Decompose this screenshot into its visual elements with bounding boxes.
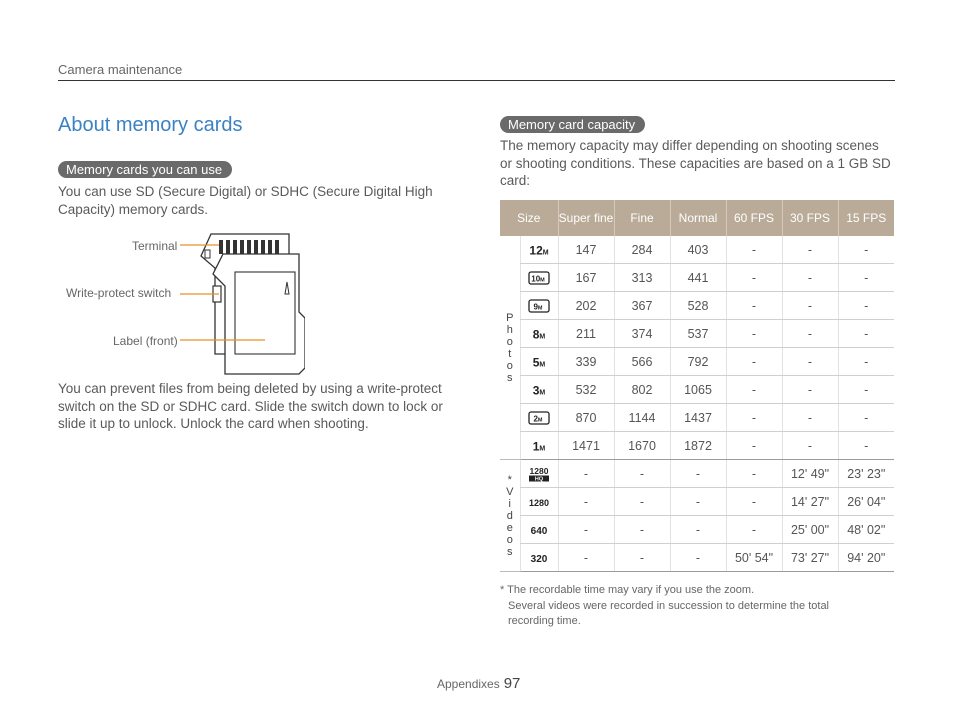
col-header-super-fine: Super fine [558, 200, 614, 236]
table-cell: - [726, 488, 782, 516]
table-cell: 23' 23" [838, 460, 894, 488]
videos-group-label [500, 460, 520, 572]
table-cell: - [614, 544, 670, 572]
table-cell: - [558, 488, 614, 516]
svg-text:HQ: HQ [534, 476, 544, 482]
table-cell: - [838, 292, 894, 320]
size-icon-2m-icon [520, 404, 558, 432]
table-cell: - [782, 292, 838, 320]
table-cell: 566 [614, 348, 670, 376]
table-cell: - [838, 348, 894, 376]
sd-card-diagram [175, 228, 305, 378]
size-icon-320-icon [520, 544, 558, 572]
footer-section: Appendixes [437, 677, 500, 691]
col-header-30fps: 30 FPS [782, 200, 838, 236]
table-cell: 792 [670, 348, 726, 376]
table-cell: - [782, 432, 838, 460]
table-cell: 532 [558, 376, 614, 404]
table-cell: 802 [614, 376, 670, 404]
table-cell: 26' 04" [838, 488, 894, 516]
col-header-normal: Normal [670, 200, 726, 236]
capacity-intro-text: The memory capacity may differ depending on shooting scenes or shooting conditions. These capacities are based on a 1 GB SD card: [500, 138, 891, 188]
table-cell: 1471 [558, 432, 614, 460]
table-row [500, 264, 894, 292]
table-cell: - [782, 404, 838, 432]
terminal-label: Terminal [132, 239, 178, 253]
table-row [500, 516, 894, 544]
capacity-table [500, 200, 894, 572]
svg-text:1280: 1280 [528, 497, 550, 508]
table-cell: - [782, 320, 838, 348]
size-icon-1m-icon [520, 432, 558, 460]
size-icon-12m-icon [520, 236, 558, 264]
table-cell: - [838, 264, 894, 292]
table-cell: - [558, 544, 614, 572]
table-cell: 870 [558, 404, 614, 432]
heading-card-capacity: Memory card capacity [500, 116, 645, 133]
table-cell: - [782, 348, 838, 376]
write-protect-text: You can prevent files from being deleted by using a write-protect switch on the SD or SDHC card. Slide the switch down to lock or slide it up to unlock. Unlock the card when shooting. [58, 381, 443, 431]
size-icon-5m-icon [520, 348, 558, 376]
videos-group-label-text: *Videos [506, 473, 514, 558]
table-cell: 211 [558, 320, 614, 348]
size-icon-9m-icon [520, 292, 558, 320]
table-row [500, 348, 894, 376]
table-cell: - [726, 236, 782, 264]
page-title: About memory cards [58, 114, 243, 136]
svg-text:2M: 2M [533, 414, 543, 423]
table-cell: - [726, 460, 782, 488]
table-cell: 167 [558, 264, 614, 292]
table-cell: - [670, 488, 726, 516]
svg-text:10M: 10M [531, 274, 545, 283]
label-front-label: Label (front) [113, 334, 178, 348]
table-cell: - [614, 516, 670, 544]
table-cell: - [614, 460, 670, 488]
svg-text:1M: 1M [532, 439, 546, 453]
table-cell: 48' 02" [838, 516, 894, 544]
table-cell: 374 [614, 320, 670, 348]
table-cell: - [838, 404, 894, 432]
table-cell: 50' 54" [726, 544, 782, 572]
table-cell: 339 [558, 348, 614, 376]
table-row [500, 320, 894, 348]
table-cell: - [782, 376, 838, 404]
table-row [500, 460, 894, 488]
table-cell: 537 [670, 320, 726, 348]
size-icon-640-icon [520, 516, 558, 544]
table-cell: - [670, 516, 726, 544]
table-cell: 284 [614, 236, 670, 264]
svg-text:320: 320 [530, 553, 548, 565]
table-cell: - [726, 376, 782, 404]
svg-text:12M: 12M [529, 243, 549, 257]
page-number: 97 [503, 675, 521, 692]
size-icon-10m-icon [520, 264, 558, 292]
table-cell: 147 [558, 236, 614, 264]
table-cell: 1670 [614, 432, 670, 460]
table-cell: - [782, 264, 838, 292]
table-cell: 14' 27" [782, 488, 838, 516]
table-cell: 1872 [670, 432, 726, 460]
table-cell: 25' 00" [782, 516, 838, 544]
table-cell: 403 [670, 236, 726, 264]
heading-cards-you-can-use: Memory cards you can use [58, 161, 232, 178]
svg-text:640: 640 [530, 525, 548, 537]
table-row [500, 292, 894, 320]
table-header-row [500, 200, 894, 236]
svg-text:8M: 8M [532, 327, 546, 341]
table-cell: - [614, 488, 670, 516]
table-cell: 441 [670, 264, 726, 292]
col-header-size: Size [500, 200, 558, 236]
svg-text:3M: 3M [532, 383, 546, 397]
table-cell: - [558, 460, 614, 488]
col-header-fine: Fine [614, 200, 670, 236]
table-row [500, 376, 894, 404]
cards-intro-text: You can use SD (Secure Digital) or SDHC (Secure Digital High Capacity) memory cards. [58, 184, 433, 217]
table-row [500, 544, 894, 572]
size-icon-1280-icon [520, 488, 558, 516]
svg-text:1280: 1280 [529, 465, 549, 476]
table-cell: - [838, 236, 894, 264]
svg-text:9M: 9M [533, 302, 543, 311]
table-cell: - [726, 516, 782, 544]
write-protect-label: Write-protect switch [66, 286, 172, 300]
table-cell: 528 [670, 292, 726, 320]
footnote-succession: Several videos were recorded in succession to determine the total recording time. [508, 600, 830, 627]
page-footer [437, 675, 520, 692]
table-cell: - [670, 544, 726, 572]
table-cell: - [726, 292, 782, 320]
table-cell: 202 [558, 292, 614, 320]
table-cell: - [838, 376, 894, 404]
size-icon-8m-icon [520, 320, 558, 348]
table-cell: - [670, 460, 726, 488]
photos-group-label [500, 236, 520, 460]
table-cell: 1144 [614, 404, 670, 432]
table-cell: 367 [614, 292, 670, 320]
table-cell: - [726, 264, 782, 292]
header-divider [58, 80, 895, 81]
table-cell: - [726, 320, 782, 348]
table-cell: - [726, 432, 782, 460]
table-cell: 1065 [670, 376, 726, 404]
col-header-15fps: 15 FPS [838, 200, 894, 236]
size-icon-3m-icon [520, 376, 558, 404]
table-cell: - [726, 348, 782, 376]
size-icon-1280hq-icon [520, 460, 558, 488]
svg-text:5M: 5M [532, 355, 546, 369]
table-row [500, 236, 894, 264]
col-header-60fps: 60 FPS [726, 200, 782, 236]
table-cell: 12' 49" [782, 460, 838, 488]
footnote-zoom: * The recordable time may vary if you use the zoom. [500, 584, 755, 596]
table-cell: 94' 20" [838, 544, 894, 572]
table-cell: - [726, 404, 782, 432]
table-cell: 73' 27" [782, 544, 838, 572]
table-cell: 313 [614, 264, 670, 292]
table-cell: - [782, 236, 838, 264]
table-cell: 1437 [670, 404, 726, 432]
table-row [500, 432, 894, 460]
table-row [500, 404, 894, 432]
table-cell: - [558, 516, 614, 544]
table-cell: - [838, 320, 894, 348]
section-header: Camera maintenance [58, 62, 183, 77]
table-cell: - [838, 432, 894, 460]
table-row [500, 488, 894, 516]
photos-group-label-text: Photos [506, 311, 514, 384]
